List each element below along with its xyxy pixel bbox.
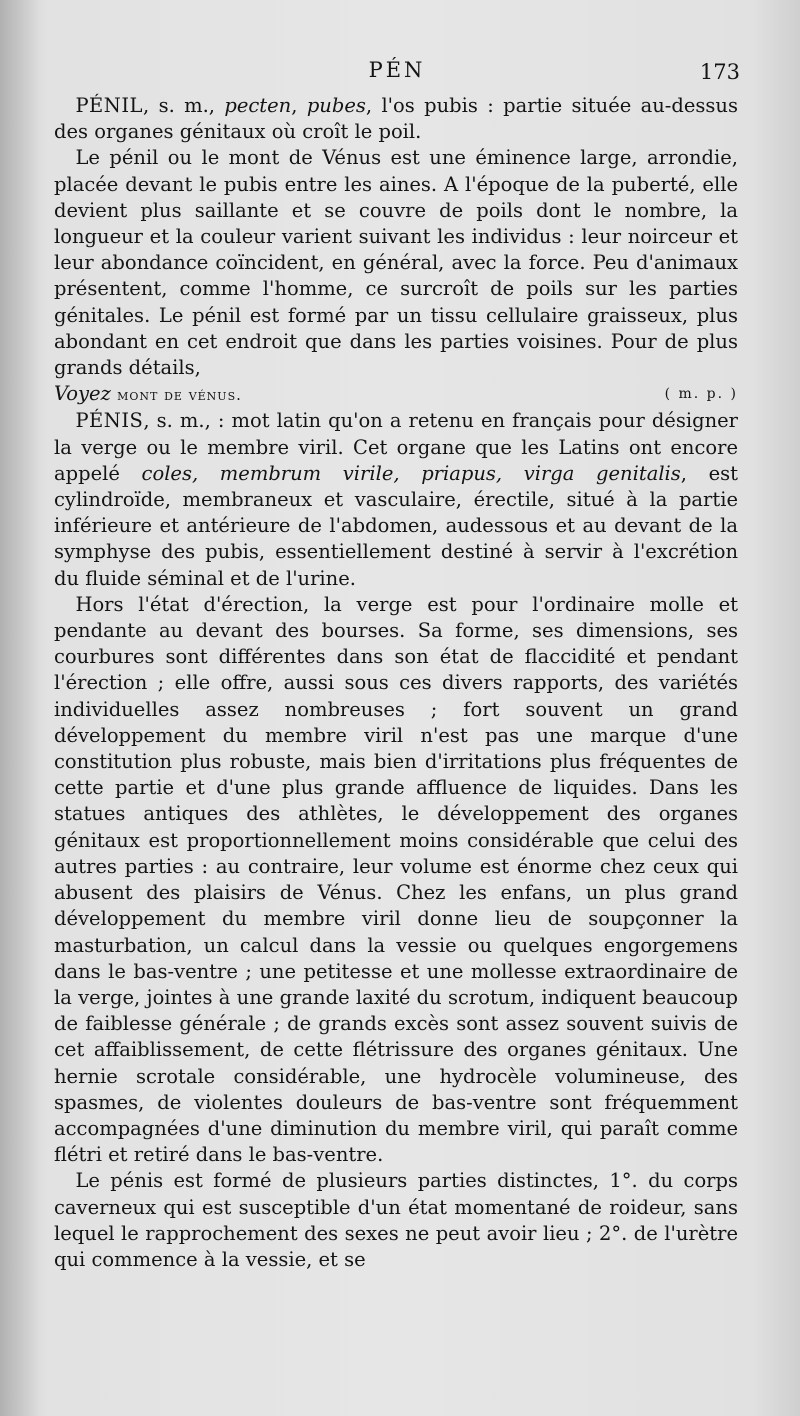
entry-penil: PÉNIL, s. m., pecten, pubes, l'os pubis : partie située au-dessus des organes génitaux où croît le poil. (54, 94, 738, 144)
latin-term: pecten (224, 94, 292, 117)
see-also-label: Voyez (54, 382, 111, 406)
latin-term: pubes (306, 94, 366, 117)
headword: PÉNIS (75, 409, 144, 433)
latin-term: coles, membrum virile, priapus, virga genitalis (141, 461, 681, 485)
headword: PÉNIL (75, 94, 144, 117)
paragraph: Hors l'état d'érection, la verge est pour l'ordinaire molle et pendante au devant des bourses. Sa forme, ses dimensions, ses courbures sont différentes dans son état de flaccidité et pendant l'érection ; elle offre, aussi sous ces divers rapports, des variétés individuelles assez nombreuses ; fort souvent un grand développement du membre viril n'est pas une marque d'une constitution plus robuste, mais bien d'irritations plus fréquentes de cette partie et d'une plus grande affluence de liquides. Dans les statues antiques des athlètes, le développement des organes génitaux est proportionnellement moins considérable que celui des autres parties : au contraire, leur volume est énorme chez ceux qui abusent des plaisirs de Vénus. Chez les enfans, un plus grand développement du membre viril donne lieu de soupçonner la masturbation, un calcul dans la vessie ou quelques engorgemens dans le bas-ventre ; une petitesse et une mollesse extraordinaire de la verge, jointes à une grande laxité du scrotum, indiquent beaucoup de faiblesse générale ; de grands excès sont assez souvent suivis de cet affaiblissement, de cette flétrissure des organes génitaux. Une hernie scrotale considérable, une hydrocèle volumineuse, des spasmes, de violentes douleurs de bas-ventre sont fréquemment accompagnées d'une diminution du membre viril, qui paraît comme flétri et retiré dans le bas-ventre. (54, 592, 738, 1167)
paragraph: Le pénis est formé de plusieurs parties distinctes, 1°. du corps caverneux qui est susceptible d'un état momentané de roideur, sans lequel le rapprochement des sexes ne peut avoir lieu ; 2°. de l'urètre qui commence à la vessie, et se (54, 1169, 738, 1271)
paragraph: Le pénil ou le mont de Vénus est une éminence large, arrondie, placée devant le pubis entre les aines. A l'époque de la puberté, elle devient plus saillante et se couvre de poils dont le nombre, la longueur et la couleur varient suivant les individus : leur noirceur et leur abondance coïncident, en général, avec la force. Peu d'animaux présentent, comme l'homme, ce surcroît de poils sur les parties génitales. Le pénil est formé par un tissu cellulaire graisseux, plus abondant en cet endroit que dans les parties voisines. Pour de plus grands détails, Voyez mont de vénus. ( m. p. ) (54, 145, 738, 408)
author-signature: ( m. p. ) (664, 386, 738, 403)
page-header (54, 58, 740, 92)
page-number: 173 (699, 60, 740, 84)
entry-penis: PÉNIS, s. m., : mot latin qu'on a retenu en français pour désigner la verge ou le membre viril. Cet organe que les Latins ont encore appelé coles, membrum virile, priapus, virga genitalis, est cylindroïde, membraneux et vasculaire, érectile, situé à la partie inférieure et antérieure de l'abdomen, audessous et au devant de la symphyse des pubis, essentiellement destiné à servir à l'excrétion du fluide séminal et de l'urine. (54, 409, 738, 590)
cross-reference: mont de vénus. (117, 386, 242, 405)
running-head: PÉN (368, 58, 426, 82)
gutter-shadow (0, 0, 40, 1416)
body-text (54, 93, 738, 1273)
